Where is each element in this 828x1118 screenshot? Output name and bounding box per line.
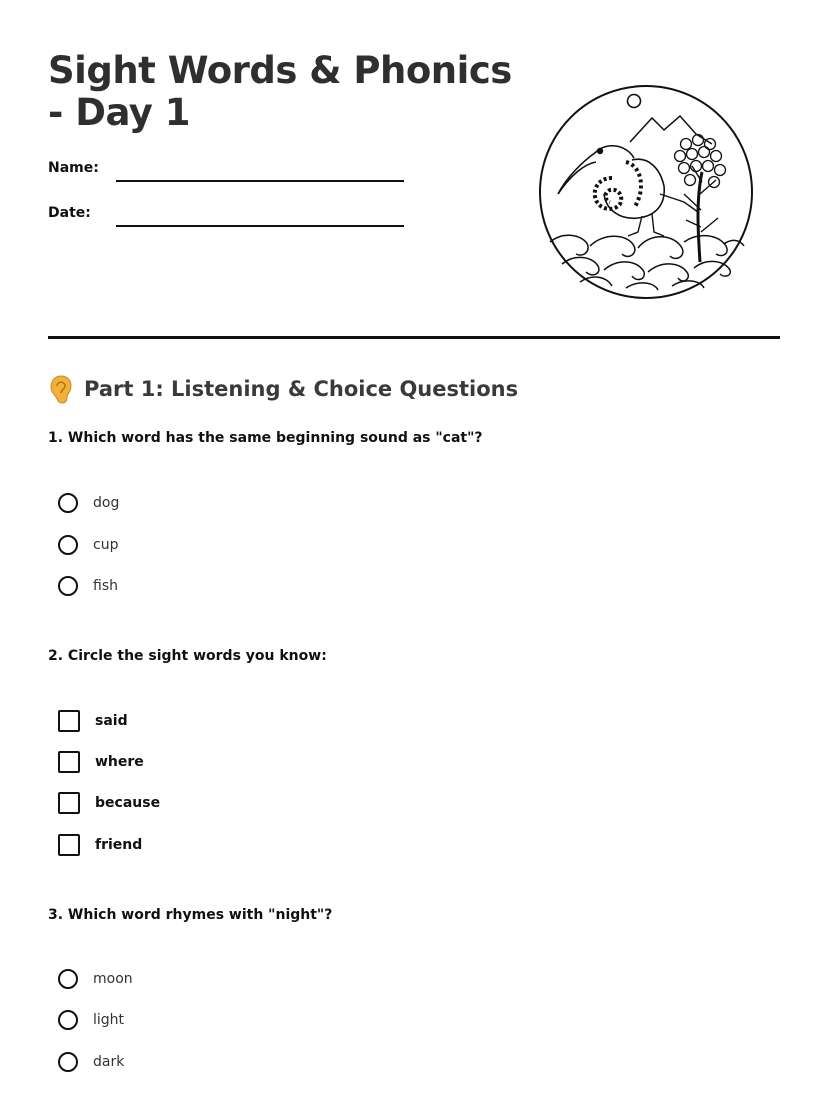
section-title: Part 1: Listening & Choice Questions: [84, 377, 519, 401]
option-label: moon: [93, 971, 133, 987]
radio-button[interactable]: [58, 493, 78, 513]
checkbox[interactable]: [58, 834, 80, 856]
question-2: 2. Circle the sight words you know:: [48, 648, 327, 664]
q1-option-fish[interactable]: [58, 574, 118, 598]
radio-button[interactable]: [58, 969, 78, 989]
question-1: 1. Which word has the same beginning sound as "cat"?: [48, 430, 483, 446]
option-label: where: [95, 754, 144, 770]
q2-option-where[interactable]: [58, 750, 144, 774]
radio-button[interactable]: [58, 1052, 78, 1072]
question-3: 3. Which word rhymes with "night"?: [48, 907, 333, 923]
option-label: said: [95, 713, 128, 729]
page-title: Sight Words & Phonics - Day 1: [48, 49, 512, 134]
option-label: dark: [93, 1054, 125, 1070]
q1-option-dog[interactable]: [58, 491, 119, 515]
q3-option-light[interactable]: [58, 1008, 124, 1032]
name-label: Name:: [48, 160, 99, 176]
date-field[interactable]: [116, 225, 404, 227]
date-label: Date:: [48, 205, 91, 221]
ear-icon: [48, 374, 74, 404]
radio-button[interactable]: [58, 1010, 78, 1030]
checkbox[interactable]: [58, 792, 80, 814]
section-divider: [48, 336, 780, 339]
radio-button[interactable]: [58, 576, 78, 596]
q2-option-friend[interactable]: [58, 833, 142, 857]
q3-option-moon[interactable]: [58, 967, 133, 991]
option-label: cup: [93, 537, 119, 553]
option-label: dog: [93, 495, 120, 511]
q2-option-because[interactable]: [58, 791, 160, 815]
option-label: because: [95, 795, 161, 811]
q3-option-dark[interactable]: [58, 1050, 124, 1074]
q1-option-cup[interactable]: [58, 533, 118, 557]
name-field[interactable]: [116, 180, 404, 182]
q2-option-said[interactable]: [58, 709, 128, 733]
checkbox[interactable]: [58, 751, 80, 773]
option-label: fish: [93, 578, 118, 594]
section-heading-part-1: [48, 374, 518, 404]
option-label: light: [93, 1012, 125, 1028]
bird-tree-illustration: [534, 82, 758, 302]
checkbox[interactable]: [58, 710, 80, 732]
radio-button[interactable]: [58, 535, 78, 555]
option-label: friend: [95, 837, 143, 853]
